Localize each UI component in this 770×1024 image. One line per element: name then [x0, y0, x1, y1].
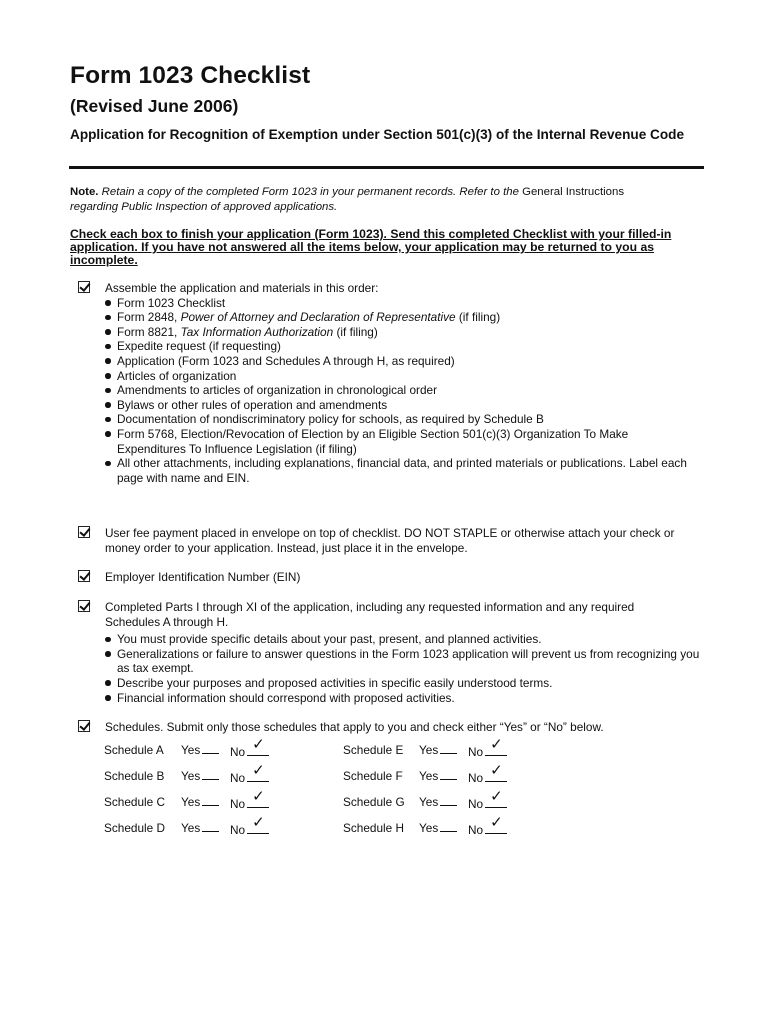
- schedule-name: Schedule C: [104, 795, 165, 809]
- list-item: Form 8821, Tax Information Authorization (if filing): [105, 325, 705, 340]
- schedule-no-field[interactable]: No ✓: [230, 769, 269, 785]
- schedule-name: Schedule F: [343, 769, 403, 783]
- checkbox-user-fee[interactable]: [78, 526, 90, 538]
- no-blank[interactable]: [247, 736, 269, 756]
- check-mark-icon: ✓: [490, 762, 503, 779]
- schedule-no-field[interactable]: No ✓: [230, 821, 269, 837]
- item-assemble: [105, 281, 705, 485]
- schedule-name: Schedule H: [343, 821, 404, 835]
- check-mark-icon: ✓: [252, 762, 265, 779]
- schedule-row: [104, 762, 304, 785]
- schedule-row: [343, 788, 543, 811]
- note-link-text: General Instructions: [522, 186, 625, 198]
- schedule-yes-field[interactable]: Yes: [181, 821, 219, 835]
- check-mark-icon: ✓: [490, 736, 503, 753]
- list-item: Form 1023 Checklist: [105, 296, 705, 311]
- no-blank[interactable]: [485, 788, 507, 808]
- yes-blank[interactable]: [440, 795, 457, 806]
- checklist-instructions: Check each box to finish your application (Form 1023). Send this completed Checklist with your filled-in application. If you have not answered all the items below, your application may be returned to you as incomplete.: [70, 227, 672, 268]
- yes-blank[interactable]: [202, 821, 219, 832]
- list-item: Form 5768, Election/Revocation of Election by an Eligible Section 501(c)(3) Organization To Make Expenditures To Influence Legislation (if filing): [105, 427, 705, 456]
- check-mark-icon: ✓: [252, 788, 265, 805]
- schedule-no-field[interactable]: No ✓: [230, 795, 269, 811]
- form-heading: Application for Recognition of Exemption under Section 501(c)(3) of the Internal Revenue Code: [70, 127, 685, 142]
- schedule-yes-field[interactable]: Yes: [419, 769, 457, 783]
- item-ein: Employer Identification Number (EIN): [105, 570, 301, 584]
- schedule-row: [104, 814, 304, 837]
- schedule-no-field[interactable]: No ✓: [230, 743, 269, 759]
- yes-blank[interactable]: [202, 769, 219, 780]
- revision-subtitle: (Revised June 2006): [70, 96, 239, 116]
- no-blank[interactable]: [247, 762, 269, 782]
- schedule-row: [343, 814, 543, 837]
- schedule-yes-field[interactable]: Yes: [419, 821, 457, 835]
- item-schedules: Schedules. Submit only those schedules that apply to you and check either “Yes” or “No” below.: [105, 720, 604, 734]
- schedule-row: [343, 762, 543, 785]
- item-user-fee: User fee payment placed in envelope on top of checklist. DO NOT STAPLE or otherwise attach your check or money order to your application. Instead, just place it in the envelope.: [105, 526, 675, 555]
- no-blank[interactable]: [485, 736, 507, 756]
- item-assemble-text: Assemble the application and materials in this order:: [105, 281, 379, 295]
- schedule-yes-field[interactable]: Yes: [181, 769, 219, 783]
- note-text-continued: regarding Public Inspection of approved applications.: [70, 200, 338, 213]
- no-blank[interactable]: [247, 788, 269, 808]
- schedule-name: Schedule G: [343, 795, 405, 809]
- note-paragraph: [70, 185, 710, 214]
- schedule-yes-field[interactable]: Yes: [181, 743, 219, 757]
- schedule-no-field[interactable]: No ✓: [468, 821, 507, 837]
- schedule-row: [343, 736, 543, 759]
- list-item: Documentation of nondiscriminatory policy for schools, as required by Schedule B: [105, 412, 705, 427]
- schedule-name: Schedule D: [104, 821, 165, 835]
- heading-rule: [69, 166, 704, 169]
- assemble-order-list: [105, 296, 705, 486]
- list-item: Amendments to articles of organization in chronological order: [105, 383, 705, 398]
- schedule-name: Schedule A: [104, 743, 164, 757]
- schedule-no-field[interactable]: No ✓: [468, 769, 507, 785]
- checkbox-assemble[interactable]: [78, 281, 90, 293]
- list-item: All other attachments, including explanations, financial data, and printed materials or publications. Label each page with name and EIN.: [105, 456, 705, 485]
- page-title: Form 1023 Checklist: [70, 62, 311, 89]
- list-item: Generalizations or failure to answer questions in the Form 1023 application will prevent us from recognizing you as tax exempt.: [105, 647, 705, 676]
- no-blank[interactable]: [247, 814, 269, 834]
- check-mark-icon: ✓: [490, 788, 503, 805]
- completed-parts-list: [105, 632, 705, 705]
- item-completed-parts-text: Completed Parts I through XI of the application, including any requested information and any required Schedules A through H.: [105, 600, 635, 629]
- schedule-no-field[interactable]: No ✓: [468, 795, 507, 811]
- schedule-row: [104, 736, 304, 759]
- note-text: Retain a copy of the completed Form 1023 in your permanent records. Refer to the: [101, 186, 519, 198]
- schedule-name: Schedule E: [343, 743, 404, 757]
- no-blank[interactable]: [485, 762, 507, 782]
- yes-blank[interactable]: [202, 743, 219, 754]
- no-blank[interactable]: [485, 814, 507, 834]
- note-label: Note.: [70, 186, 99, 198]
- yes-blank[interactable]: [440, 769, 457, 780]
- checkbox-completed-parts[interactable]: [78, 600, 90, 612]
- schedule-name: Schedule B: [104, 769, 165, 783]
- list-item: Articles of organization: [105, 369, 705, 384]
- list-item: Financial information should correspond with proposed activities.: [105, 691, 705, 706]
- list-item: Form 2848, Power of Attorney and Declaration of Representative (if filing): [105, 310, 705, 325]
- checkbox-ein[interactable]: [78, 570, 90, 582]
- schedule-row: [104, 788, 304, 811]
- schedule-yes-field[interactable]: Yes: [419, 795, 457, 809]
- list-item: Bylaws or other rules of operation and amendments: [105, 398, 705, 413]
- check-mark-icon: ✓: [252, 736, 265, 753]
- list-item: You must provide specific details about your past, present, and planned activities.: [105, 632, 705, 647]
- list-item: Application (Form 1023 and Schedules A through H, as required): [105, 354, 705, 369]
- schedule-yes-field[interactable]: Yes: [419, 743, 457, 757]
- yes-blank[interactable]: [440, 743, 457, 754]
- item-completed-parts: [105, 600, 705, 705]
- check-mark-icon: ✓: [252, 814, 265, 831]
- list-item: Expedite request (if requesting): [105, 339, 705, 354]
- schedule-yes-field[interactable]: Yes: [181, 795, 219, 809]
- check-mark-icon: ✓: [490, 814, 503, 831]
- list-item: Describe your purposes and proposed activities in specific easily understood terms.: [105, 676, 705, 691]
- schedule-no-field[interactable]: No ✓: [468, 743, 507, 759]
- yes-blank[interactable]: [440, 821, 457, 832]
- yes-blank[interactable]: [202, 795, 219, 806]
- checkbox-schedules[interactable]: [78, 720, 90, 732]
